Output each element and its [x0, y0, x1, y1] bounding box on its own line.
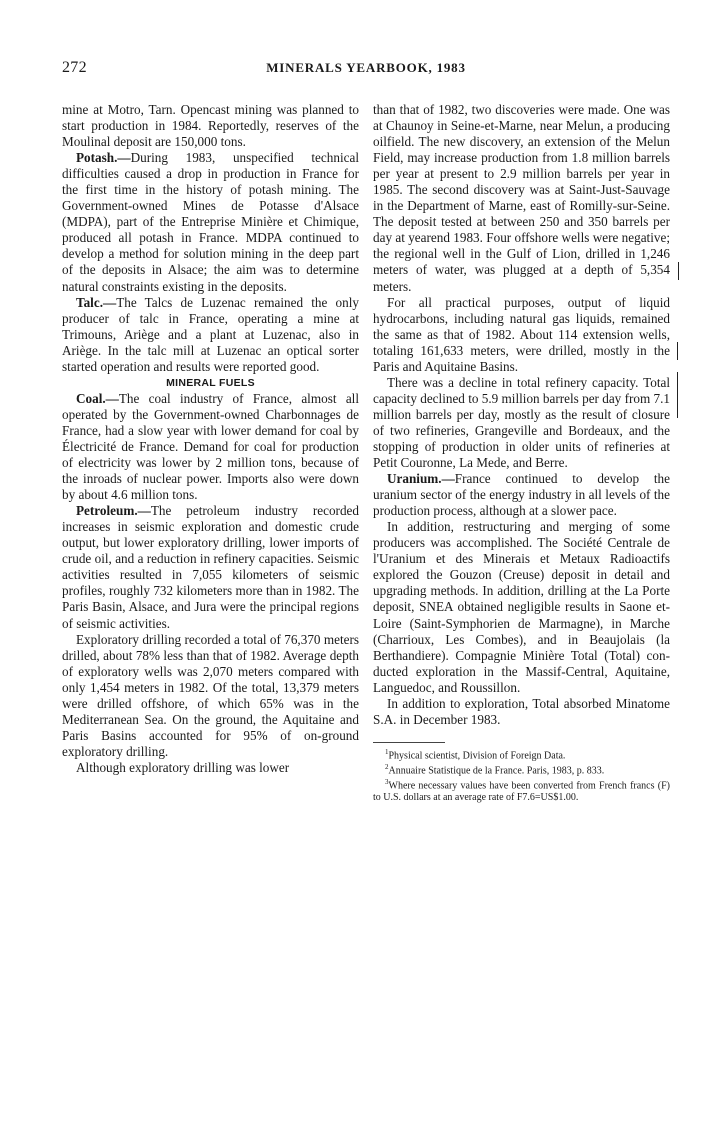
paragraph-coal	[62, 391, 359, 503]
coal-run-in-heading: Coal.—	[76, 390, 119, 406]
coal-text: The coal industry of France, almost all operated by the Government-owned Charbonnages de France, had a slow year with lower demand for coal by Électricité de France. Demand for coal for production of electricity was lower by 2 million tons, because of the inroads of nuclear power. Imports also were down by about 4.6 million tons.	[62, 390, 359, 503]
paragraph-motro: mine at Motro, Tarn. Opencast mining was planned to start production in 1984. Reportedly, reserves of the Moulinal deposit are 150,000 tons.	[62, 102, 359, 150]
change-bar	[677, 342, 678, 360]
change-bar	[677, 372, 678, 418]
uranium-run-in-heading: Uranium.—	[387, 471, 455, 487]
paragraph-minatome: In addition to exploration, Total absorbed Minatome S.A. in December 1983.	[373, 695, 670, 727]
footnote-mark: 2	[385, 762, 389, 771]
footnote-text: Physical scientist, Division of Foreign Data.	[388, 750, 566, 762]
footnotes	[373, 747, 670, 803]
paragraph-discoveries: than that of 1982, two discoveries were made. One was at Chaunoy in Seine-et-Marne, near Melun, a producing oilfield. The new discovery, an extension of the Melun Field, may increase production from 1.8 million barrels per year at present to 2.9 million barrels per year in 1985. The second discovery was at Saint-Just-Sauvage in the Department of Marne, east of Romilly-sur-Seine. The deposit tested at between 250 and 350 barrels per day at yearend 1983. Four offshore wells were negative; the regional well in the Gulf of Lion, drilled in 1,246 meters of water, was plugged at a depth of 5,354 meters.	[373, 102, 670, 294]
change-bar	[678, 262, 679, 280]
paragraph-although: Although exploratory drilling was lower	[76, 759, 290, 775]
footnote-divider	[373, 742, 445, 743]
left-column	[62, 102, 359, 776]
running-title: MINERALS YEARBOOK, 1983	[266, 60, 466, 75]
potash-run-in-heading: Potash.—	[76, 150, 131, 166]
uranium-text: France continued to develop the uranium sector of the energy industry in all levels of the production process, although at a slower pace.	[373, 471, 670, 519]
paragraph-talc	[62, 295, 359, 375]
footnote-text: Where necessary values have been converted from French francs (F) to U.S. dollars at an average rate of F7.6=US$1.00.	[373, 780, 670, 803]
footnote-3	[373, 777, 670, 804]
paragraph-liquid-hydrocarbons: For all practical purposes, output of liquid hydrocarbons, including natural gas liquids, remained the same as that of 1982. About 114 extension wells, totaling 161,633 meters, were drilled, mostly in the Paris and Aquitaine Basins.	[373, 294, 670, 374]
right-column	[373, 102, 670, 803]
footnote-mark: 3	[385, 777, 389, 786]
talc-text: The Talcs de Luzenac remained the only producer of talc in France, operating a mine at Trimouns, Ariège and a plant at Luzenac, also in Ariège. In the talc mill at Luzenac an optical sorter started operation and results were reported good.	[62, 294, 359, 374]
paragraph-restructuring: In addition, restructuring and merging of some producers was accomplished. The Société Centrale de l'Uranium et des Minerais et Metaux Radioactifs explored the Gouzon (Creuse) deposit in detail and upgrading methods. In addition, drilling at the La Porte deposit, SNEA obtained negligible results in Saone et-Loire (Saint-Symphorien de Marmagne), in Marche (Charrioux, Les Combes), and in Beaujolais (la Berthandiere). Compagnie Minière Total (Total) conducted exploration in the Massif-Central, Aquitaine, Languedoc, and Roussillon.	[373, 519, 670, 695]
footnote-1	[373, 747, 670, 762]
talc-run-in-heading: Talc.—	[76, 294, 117, 310]
page-number: 272	[62, 59, 87, 76]
section-heading-mineral-fuels: MINERAL FUELS	[166, 376, 255, 389]
petroleum-text: The petroleum industry recorded increases in seismic exploration and domestic crude output, but lower exploratory drilling, lower imports of crude oil, and a reduction in refinery capacities. Seismic activities resulted in 7,055 kilometers of seismic profiles, roughly 732 kilometers more than in 1982. The Paris Basin, Alsace, and Jura were the principal regions of seismic activities.	[62, 503, 359, 631]
footnote-2	[373, 762, 670, 777]
paragraph-exploratory-drilling: Exploratory drilling recorded a total of 76,370 meters drilled, about 78% less than that of 1982. Average depth of exploratory wells was 2,070 meters compared with only 1,454 meters in 1982. Of the total, 13,379 meters were drilled offshore, of which 65% was in the Mediterranean Sea. On the ground, the Aquitaine and Paris Basins accounted for 95% of on-ground exploratory drilling.	[62, 631, 359, 759]
paragraph-potash	[62, 150, 359, 294]
page-header	[62, 59, 670, 81]
footnote-text: Annuaire Statistique de la France. Paris, 1983, p. 833.	[388, 765, 605, 777]
footnote-mark: 1	[385, 747, 389, 756]
potash-text: During 1983, unspecified technical difficulties caused a drop in production in France for the first time in the history of potash mining. The Government-owned Mines de Potasse d'Alsace (MDPA), part of the Entreprise Minière et Chimique, produced all potash in France. MDPA continued to develop a method for solution mining in the deep part of the deposits in Alsace; the aim was to determine natural constraints existing in the deposits.	[62, 150, 359, 294]
paragraph-petroleum	[62, 503, 359, 631]
petroleum-run-in-heading: Petroleum.—	[76, 503, 151, 519]
paragraph-uranium	[373, 471, 670, 519]
paragraph-refinery-capacity: There was a decline in total refinery capacity. Total capacity declined to 5.9 million barrels per day from 7.1 million barrels per day, mostly as the result of closure of two refineries, Grangeville and Bordeaux, and the stopping of production in older units of refineries at Petit Couronne, La Mede, and Berre.	[373, 374, 670, 471]
